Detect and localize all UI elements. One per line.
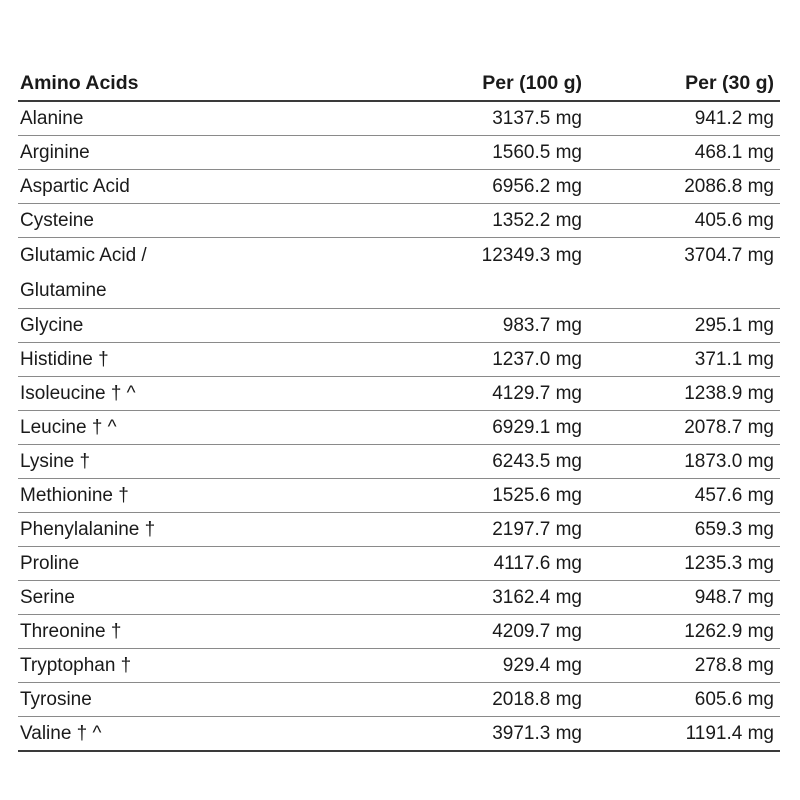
amino-acid-name: Threonine †: [18, 615, 418, 649]
amount-per-30g: 295.1 mg: [588, 309, 780, 343]
header-per-100g: Per (100 g): [418, 66, 588, 101]
amino-acid-name: Phenylalanine †: [18, 513, 418, 547]
amino-acid-name: Lysine †: [18, 445, 418, 479]
amino-acid-name: Serine: [18, 581, 418, 615]
table-row: [18, 615, 780, 649]
amount-per-100g: 2018.8 mg: [418, 683, 588, 717]
amount-per-100g: 3137.5 mg: [418, 101, 588, 136]
amount-per-30g: 405.6 mg: [588, 204, 780, 238]
header-per-30g: Per (30 g): [588, 66, 780, 101]
amount-per-30g: 371.1 mg: [588, 343, 780, 377]
amount-per-100g: 6929.1 mg: [418, 411, 588, 445]
amount-per-30g: 2086.8 mg: [588, 170, 780, 204]
amount-per-100g: 4209.7 mg: [418, 615, 588, 649]
header-amino-acids: Amino Acids: [18, 66, 418, 101]
amount-per-30g: 948.7 mg: [588, 581, 780, 615]
amount-per-100g: 6956.2 mg: [418, 170, 588, 204]
amount-per-100g: 12349.3 mg: [418, 238, 588, 309]
table-row: [18, 581, 780, 615]
amount-per-30g: 278.8 mg: [588, 649, 780, 683]
amino-acid-name: Proline: [18, 547, 418, 581]
table-header-row: [18, 66, 780, 101]
amino-acid-name: Tyrosine: [18, 683, 418, 717]
table-row: [18, 101, 780, 136]
table-row: [18, 343, 780, 377]
amino-acid-name: Leucine † ^: [18, 411, 418, 445]
amount-per-30g: 659.3 mg: [588, 513, 780, 547]
amino-acid-name: Methionine †: [18, 479, 418, 513]
amount-per-30g: 605.6 mg: [588, 683, 780, 717]
amount-per-100g: 6243.5 mg: [418, 445, 588, 479]
table-row: [18, 136, 780, 170]
amount-per-30g: 1262.9 mg: [588, 615, 780, 649]
amino-acid-table: [18, 66, 780, 752]
amino-acid-name: [18, 238, 418, 309]
amino-acid-name: Valine † ^: [18, 717, 418, 752]
table-row: [18, 204, 780, 238]
table-row: [18, 411, 780, 445]
amount-per-30g: 941.2 mg: [588, 101, 780, 136]
amino-acid-name-text: Glutamic Acid / Glutamine: [20, 245, 147, 301]
table-row: [18, 717, 780, 752]
amount-per-100g: 1560.5 mg: [418, 136, 588, 170]
amount-per-30g: 1191.4 mg: [588, 717, 780, 752]
amount-per-100g: 1237.0 mg: [418, 343, 588, 377]
amount-per-30g: 468.1 mg: [588, 136, 780, 170]
amount-per-30g: 1873.0 mg: [588, 445, 780, 479]
amount-per-100g: 2197.7 mg: [418, 513, 588, 547]
amino-acid-name: Arginine: [18, 136, 418, 170]
amount-per-100g: 4117.6 mg: [418, 547, 588, 581]
table-row: [18, 445, 780, 479]
amino-acid-name: Alanine: [18, 101, 418, 136]
table-row: [18, 649, 780, 683]
amount-per-100g: 1525.6 mg: [418, 479, 588, 513]
amount-per-100g: 983.7 mg: [418, 309, 588, 343]
amount-per-100g: 1352.2 mg: [418, 204, 588, 238]
amino-acid-name: Aspartic Acid: [18, 170, 418, 204]
amount-per-100g: 4129.7 mg: [418, 377, 588, 411]
amino-acid-name: Glycine: [18, 309, 418, 343]
table-row: [18, 513, 780, 547]
amount-per-30g: 457.6 mg: [588, 479, 780, 513]
amount-per-100g: 929.4 mg: [418, 649, 588, 683]
table-row: [18, 479, 780, 513]
amount-per-30g: 2078.7 mg: [588, 411, 780, 445]
amino-acid-name: Isoleucine † ^: [18, 377, 418, 411]
amount-per-30g: 1235.3 mg: [588, 547, 780, 581]
amino-acid-name: Histidine †: [18, 343, 418, 377]
table-row: [18, 683, 780, 717]
amino-acid-name: Cysteine: [18, 204, 418, 238]
table-row: [18, 309, 780, 343]
table-row: [18, 547, 780, 581]
table-row: [18, 170, 780, 204]
table-row: [18, 377, 780, 411]
amount-per-100g: 3971.3 mg: [418, 717, 588, 752]
table-row: [18, 238, 780, 309]
amino-acid-name: Tryptophan †: [18, 649, 418, 683]
faint-cropped-title: [120, 44, 620, 54]
amount-per-30g: 3704.7 mg: [588, 238, 780, 309]
amount-per-30g: 1238.9 mg: [588, 377, 780, 411]
amount-per-100g: 3162.4 mg: [418, 581, 588, 615]
